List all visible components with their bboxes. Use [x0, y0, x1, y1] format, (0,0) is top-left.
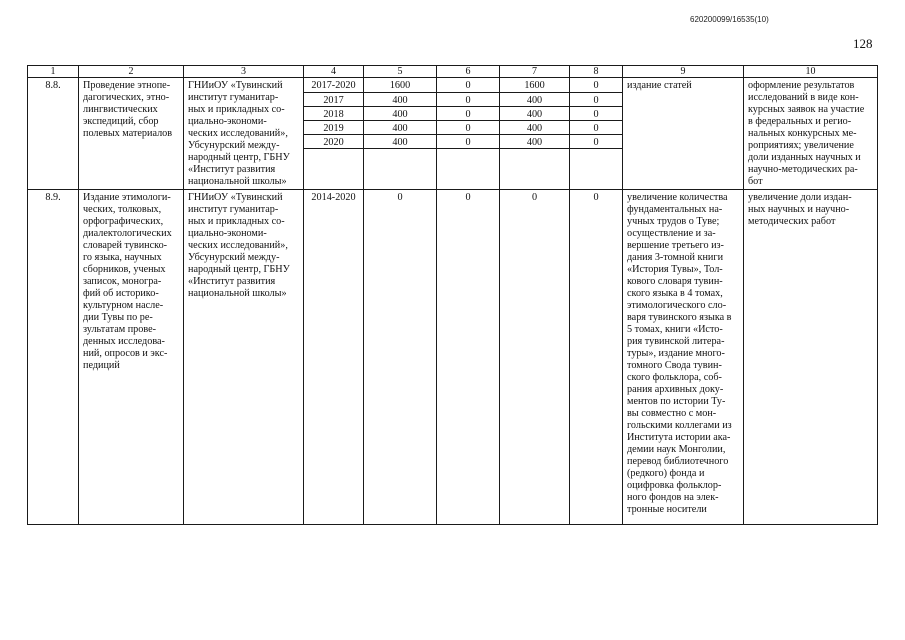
period-cell: 2019 [304, 121, 364, 135]
column-number: 7 [500, 66, 570, 78]
empty-cell [364, 149, 437, 190]
value-cell: 400 [364, 107, 437, 121]
value-cell: 0 [570, 93, 623, 107]
value-cell: 0 [570, 190, 623, 525]
value-cell: 1600 [364, 78, 437, 93]
indicator-cell: увеличение доли издан- ных научных и научно- методических работ [744, 190, 878, 525]
column-number: 10 [744, 66, 878, 78]
program-table [27, 65, 878, 525]
value-cell: 400 [500, 121, 570, 135]
period-cell: 2014-2020 [304, 190, 364, 525]
value-cell: 0 [437, 121, 500, 135]
document-code: 620200099/16535(10) [690, 15, 769, 24]
indicator-cell: оформление результатов исследований в виде кон- курсных заявок на участие в федеральных и регио- нальных конкурсных ме- роприятиях; увеличение доли изданных научных и научно-методических ра- бот [744, 78, 878, 190]
empty-cell [500, 149, 570, 190]
value-cell: 400 [364, 121, 437, 135]
value-cell: 0 [570, 78, 623, 93]
column-number: 4 [304, 66, 364, 78]
row-number: 8.8. [28, 78, 79, 190]
value-cell: 400 [500, 93, 570, 107]
period-cell: 2020 [304, 135, 364, 149]
column-number: 9 [623, 66, 744, 78]
page-number: 128 [853, 36, 873, 51]
value-cell: 0 [364, 190, 437, 525]
value-cell: 400 [364, 135, 437, 149]
value-cell: 0 [570, 107, 623, 121]
period-cell: 2017-2020 [304, 78, 364, 93]
value-cell: 400 [500, 135, 570, 149]
row-number: 8.9. [28, 190, 79, 525]
value-cell: 400 [500, 107, 570, 121]
value-cell: 0 [500, 190, 570, 525]
empty-cell [304, 149, 364, 190]
period-cell: 2018 [304, 107, 364, 121]
value-cell: 400 [364, 93, 437, 107]
result-cell: увеличение количества фундаментальных на- учных трудов о Туве; осуществление и за- вершение третьего из- дания 3-томной книги «История Тувы», Тол- кового словаря тувин- ского языка в 4 томах, этимологического сло- варя тувинского языка в 5 томах, книги «Исто- рия тувинской литера- туры», издание много- томного Свода тувин- ского фольклора, соб- рания архивных доку- ментов по истории Ту- вы совместно с мон- гольскими коллегами из Института истории ака- демии наук Монголии, перевод библиотечного (редкого) фонда и оцифровка фольклор- ного фондов на элек- тронные носители [623, 190, 744, 525]
value-cell: 1600 [500, 78, 570, 93]
column-number: 5 [364, 66, 437, 78]
value-cell: 0 [437, 78, 500, 93]
activity-cell: Проведение этнопе- дагогических, этно- лингвистических экспедиций, сбор полевых материалов [79, 78, 184, 190]
empty-cell [570, 149, 623, 190]
column-number: 3 [184, 66, 304, 78]
result-cell: издание статей [623, 78, 744, 190]
column-number: 2 [79, 66, 184, 78]
value-cell: 0 [437, 135, 500, 149]
value-cell: 0 [437, 107, 500, 121]
column-number: 1 [28, 66, 79, 78]
value-cell: 0 [437, 190, 500, 525]
activity-cell: Издание этимологи- ческих, толковых, орфографических, диалектологических словарей тувинско- го языка, научных сборников, ученых записок, моногра- фий об историко- культурном насле- дии Тувы по ре- зультатам прове- денных исследова- ний, опросов и экс- педиций [79, 190, 184, 525]
executor-cell: ГНИиОУ «Тувинский институт гуманитар- ных и прикладных со- циально-экономи- ческих исследований», Убсунурский между- народный центр, ГБНУ «Институт развития национальной школы» [184, 190, 304, 525]
column-number: 8 [570, 66, 623, 78]
period-cell: 2017 [304, 93, 364, 107]
value-cell: 0 [570, 121, 623, 135]
column-number: 6 [437, 66, 500, 78]
executor-cell: ГНИиОУ «Тувинский институт гуманитар- ных и прикладных со- циально-экономи- ческих исследований», Убсунурский между- народный центр, ГБНУ «Институт развития национальной школы» [184, 78, 304, 190]
value-cell: 0 [437, 93, 500, 107]
empty-cell [437, 149, 500, 190]
value-cell: 0 [570, 135, 623, 149]
